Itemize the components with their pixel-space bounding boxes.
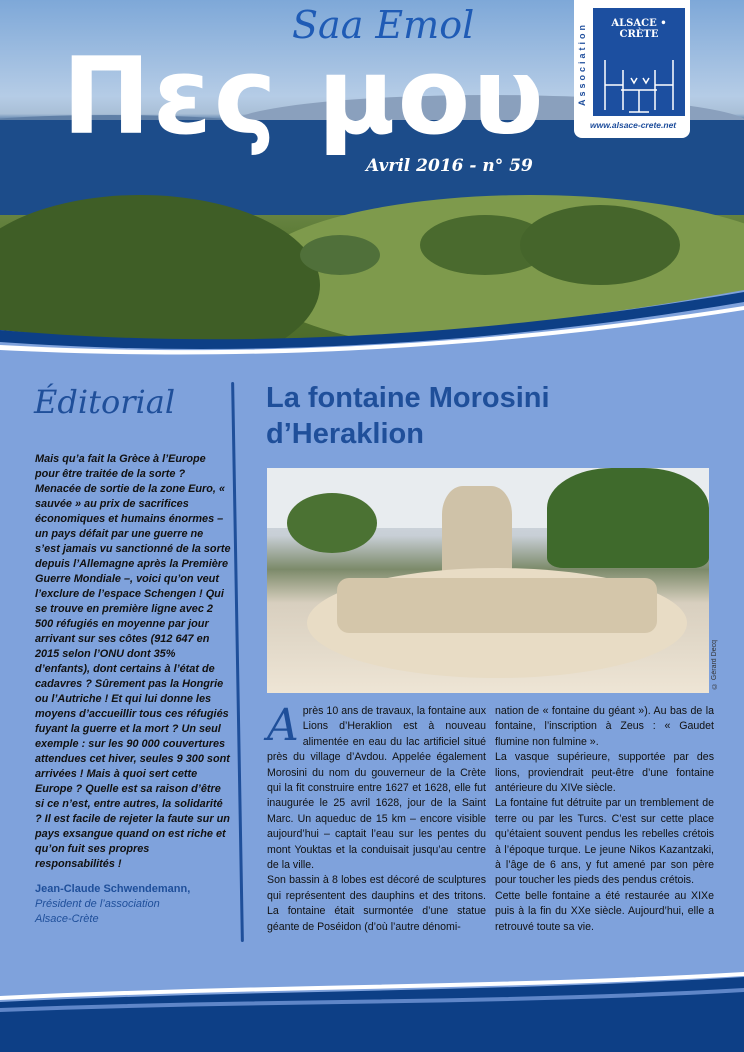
author-org: Alsace-Crète bbox=[35, 913, 99, 925]
table-chairs-icon bbox=[593, 40, 685, 120]
article-column-1 bbox=[267, 700, 486, 935]
masthead-title: Πες μου bbox=[62, 35, 546, 158]
column-divider bbox=[231, 382, 244, 942]
paragraph: près 10 ans de travaux, la fontaine aux Lions d’Heraklion est à nouveau alimentée en eau du lac artificiel situé près du village d’Avdou. Appelée également Morosini du nom du gouverneur de la Crète qui la fit construire entre 1627 et 1628, elle fut inaugurée le 25 avril 1628, jour de la Saint Marc. Un aqueduc de 15 km – encore visible aujourd’hui – captait l’eau sur les pentes du mont Youktas et la conduisait jusqu’au centre de la ville. bbox=[267, 705, 486, 872]
author-name: Jean-Claude Schwendemann, bbox=[35, 883, 191, 895]
fountain-photo bbox=[267, 468, 709, 693]
article-column-2 bbox=[495, 704, 714, 935]
drop-cap: A bbox=[267, 700, 299, 751]
tree bbox=[300, 235, 380, 275]
masthead-latin: Saa Emol bbox=[292, 3, 475, 47]
paragraph: La fontaine fut détruite par un tremblement de terre ou par les Turcs. C’est sur cette place qu’étaient souvent pendus les rebelles crétois à l’époque turque. Le jeune Nikos Kazantzaki, à l’âge de 6 ans, y fut amené par son père pour toucher les pieds des pendus crétois. bbox=[495, 797, 714, 887]
article-title: La fontaine Morosini d’Heraklion bbox=[266, 382, 550, 450]
bottom-wave-footer bbox=[0, 972, 744, 1052]
paragraph: Son bassin à 8 lobes est décoré de sculptures qui représentent des dauphins et des tritons. La fontaine était surmontée d’une statue géante de Poséidon (d’où l’autre dénomi- bbox=[267, 874, 486, 933]
paragraph: nation de « fontaine du géant »). Au bas de la fontaine, l’inscription à Zeus : « Gaudet flumine non fulmine ». bbox=[495, 705, 714, 748]
editorial-signature bbox=[35, 882, 231, 927]
author-role: Président de l’association bbox=[35, 898, 160, 910]
logo-box bbox=[593, 8, 685, 116]
issue-number: Avril 2016 - n° 59 bbox=[366, 156, 533, 176]
logo-side-text: Association bbox=[577, 22, 587, 107]
editorial-text: Mais qu’a fait la Grèce à l’Europe pour être traitée de la sorte ? Menacée de sortie de la zone Euro, « sauvée » au prix de sacrifices économiques et humains énormes – un pays défait par une guerre ne s’est jamais vu sanctionné de la sorte depuis l’Allemagne après la Première Guerre Mondiale –, voici qu’on veut l’exclure de l’espace Schengen ! Qui se trouve en première ligne avec 2 500 réfugiés en moyenne par jour arrivant sur ses côtes (912 647 en 2015 selon l’ONU dont 35% d’enfants), dont certains à l’état de cadavres ? Sûrement pas la Hongrie ou l’Autriche ! Et qui lui donne les moyens d’accueillir tous ces réfugiés fuyant la guerre et la mort ? Un seul exemple : sur les 90 000 couvertures attendues cet hiver, seules 9 300 sont arrivées ! Mais à quoi sert cette Europe ? Quelle est sa raison d’être si ce n’est, entre autres, la solidarité ? Il est facile de rejeter la faute sur un pays exsangue quand on est riche et qu’on fuit ses propres responsabilités ! bbox=[35, 453, 231, 870]
paragraph: La vasque supérieure, supportée par des lions, proviendrait peut-être d’une fontaine antérieure du XIVe siècle. bbox=[495, 751, 714, 795]
top-wave-divider bbox=[0, 290, 744, 360]
logo-name: ALSACE • CRÈTE bbox=[611, 18, 667, 40]
editorial-heading: Éditorial bbox=[34, 383, 176, 421]
editorial bbox=[35, 452, 231, 927]
association-logo bbox=[574, 0, 690, 138]
tree bbox=[520, 205, 680, 285]
paragraph: Cette belle fontaine a été restaurée au XIXe puis à la fin du XXe siècle. Aujourd’hui, elle a retrouvé toute sa vie. bbox=[495, 889, 714, 933]
photo-credit: © Gérard Decq bbox=[711, 640, 718, 690]
logo-url[interactable]: www.alsace-crete.net bbox=[590, 120, 677, 130]
